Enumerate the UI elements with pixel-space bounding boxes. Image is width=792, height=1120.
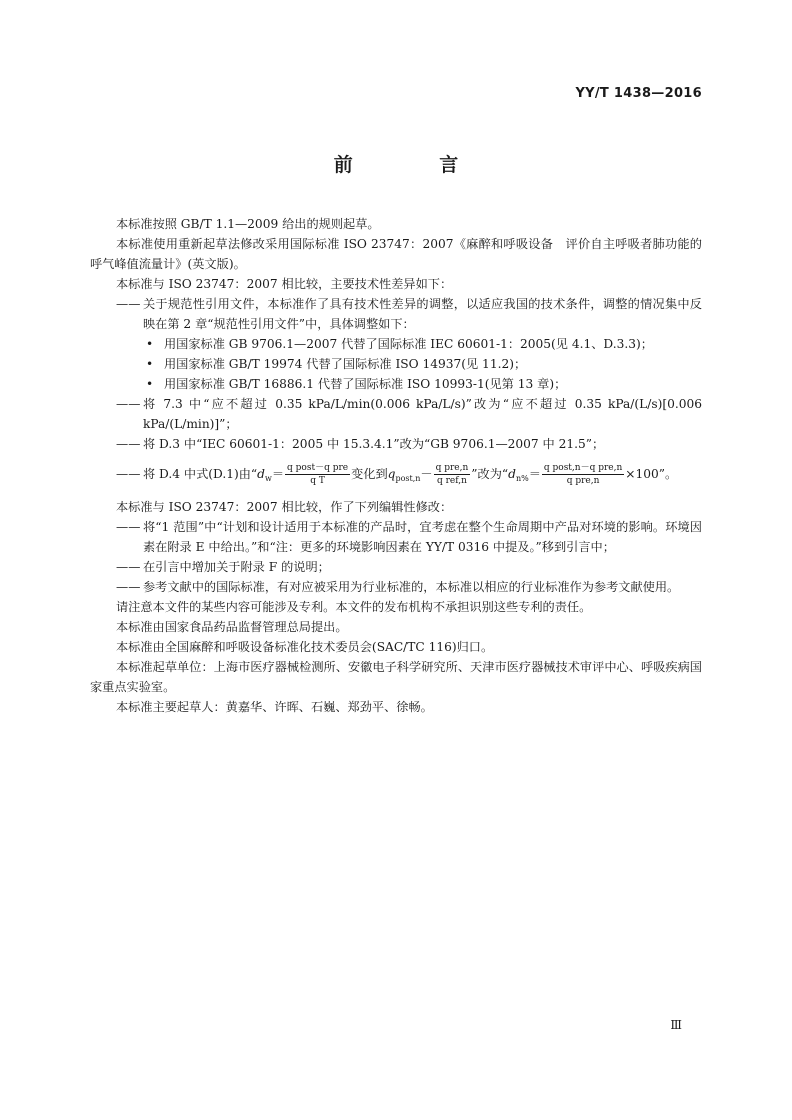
paragraph-drafting-units: 本标准起草单位：上海市医疗器械检测所、安徽电子科学研究所、天津市医疗器械技术审评中心、呼吸疾病国家重点实验室。 xyxy=(90,660,702,694)
dash-mark: —— xyxy=(116,437,141,451)
list-item-text: 参考文献中的国际标准，有对应被采用为行业标准的，本标准以相应的行业标准作为参考文献使用。 xyxy=(143,580,680,594)
dash-mark: —— xyxy=(116,560,141,574)
list-item-annex-f xyxy=(90,557,702,577)
formula-subscript: w xyxy=(264,474,272,483)
foreword-body xyxy=(90,214,702,717)
paragraph-administered-by: 本标准由全国麻醉和呼吸设备标准化技术委员会(SAC/TC 116)归口。 xyxy=(116,640,494,654)
paragraph-patent-notice: 请注意本文件的某些内容可能涉及专利。本文件的发布机构不承担识别这些专利的责任。 xyxy=(116,600,592,614)
formula-subscript: n% xyxy=(515,474,529,483)
list-item-text: 将 7.3 中“应不超过 0.35 kPa/L/min(0.006 kPa/L/s)”改为“应不超过 0.35 kPa/(L/s)[0.006 kPa/(L/min)]”； xyxy=(143,397,702,431)
fraction-denominator: q pre,n xyxy=(566,476,600,486)
bullet-icon: • xyxy=(146,357,154,371)
dash-mark: —— xyxy=(116,520,141,534)
formula-subscript: post,n xyxy=(395,474,421,483)
dash-mark: —— xyxy=(116,297,141,311)
formula-text-1: 将 D.4 中式(D.1)由“ xyxy=(143,467,258,481)
bullet-text: 用国家标准 GB/T 19974 代替了国际标准 ISO 14937(见 11.2)； xyxy=(164,357,527,371)
bullet-item xyxy=(90,374,702,394)
formula-symbol: d xyxy=(508,467,516,481)
formula-fraction-3 xyxy=(542,462,624,487)
formula-symbol: d xyxy=(257,467,265,481)
list-item-text: 关于规范性引用文件，本标准作了具有技术性差异的调整，以适应我国的技术条件，调整的情况集中反映在第 2 章“规范性引用文件”中，具体调整如下： xyxy=(143,297,702,331)
fraction-denominator: q T xyxy=(310,476,325,486)
paragraph-proposed-by: 本标准由国家食品药品监督管理总局提出。 xyxy=(116,620,348,634)
bullet-item xyxy=(90,334,702,354)
paragraph-adoption: 本标准使用重新起草法修改采用国际标准 ISO 23747：2007《麻醉和呼吸设备 评价自主呼吸者肺功能的呼气峰值流量计》(英文版)。 xyxy=(90,237,702,271)
formula-equals: ＝ xyxy=(528,467,541,481)
formula-symbol: q xyxy=(387,467,396,481)
dash-mark: —— xyxy=(116,467,141,481)
dash-mark: —— xyxy=(116,580,141,594)
list-item-scope-move xyxy=(90,517,702,557)
bullet-item xyxy=(90,354,702,374)
formula-equals: ＝ xyxy=(271,467,285,481)
fraction-numerator: q pre,n xyxy=(435,463,469,473)
dash-mark: —— xyxy=(116,397,141,411)
list-item-text: 在引言中增加关于附录 F 的说明； xyxy=(143,560,330,574)
paragraph-drafters: 本标准主要起草人：黄嘉华、许晖、石巍、郑劲平、徐畅。 xyxy=(116,700,433,714)
list-item-normative-references xyxy=(90,294,702,334)
formula-minus: － xyxy=(420,467,433,481)
paragraph-editorial-changes: 本标准与 ISO 23747：2007 相比较，作了下列编辑性修改： xyxy=(116,500,453,514)
bullet-text: 用国家标准 GB/T 16886.1 代替了国际标准 ISO 10993-1(见第 13 章)； xyxy=(164,377,567,391)
standard-number: YY/T 1438—2016 xyxy=(575,86,702,101)
bullet-text: 用国家标准 GB 9706.1—2007 代替了国际标准 IEC 60601-1：2005(见 4.1、D.3.3)； xyxy=(164,337,653,351)
fraction-numerator: q post－q pre xyxy=(287,463,349,473)
formula-text-4: ×100”。 xyxy=(625,467,678,481)
paragraph-drafting-rules: 本标准按照 GB/T 1.1—2009 给出的规则起草。 xyxy=(116,217,380,231)
list-item-pressure-change xyxy=(90,394,702,434)
bullet-icon: • xyxy=(146,337,154,351)
page-number: Ⅲ xyxy=(670,1018,682,1032)
list-item-formula xyxy=(90,462,702,491)
list-item-text: 将 D.3 中“IEC 60601-1：2005 中 15.3.4.1”改为“GB 9706.1—2007 中 21.5”； xyxy=(143,437,605,451)
page-title: 前 言 xyxy=(333,154,499,176)
formula-text-3: ”改为“ xyxy=(471,467,509,481)
fraction-numerator: q post,n－q pre,n xyxy=(543,463,623,473)
fraction-denominator: q ref,n xyxy=(436,476,467,486)
formula-text-2: 变化到 xyxy=(351,467,388,481)
formula-fraction-1 xyxy=(285,462,350,487)
bullet-icon: • xyxy=(146,377,154,391)
list-item-bibliography xyxy=(90,577,702,597)
paragraph-technical-differences: 本标准与 ISO 23747：2007 相比较，主要技术性差异如下： xyxy=(116,277,453,291)
list-item-text: 将“1 范围”中“计划和设计适用于本标准的产品时，宜考虑在整个生命周期中产品对环境的影响。环境因素在附录 E 中给出。”和“注：更多的环境影响因素在 YY/T 0316 中提及。”移到引言中； xyxy=(143,520,702,554)
formula-fraction-2 xyxy=(434,462,471,487)
list-item-iec-reference xyxy=(90,434,702,454)
